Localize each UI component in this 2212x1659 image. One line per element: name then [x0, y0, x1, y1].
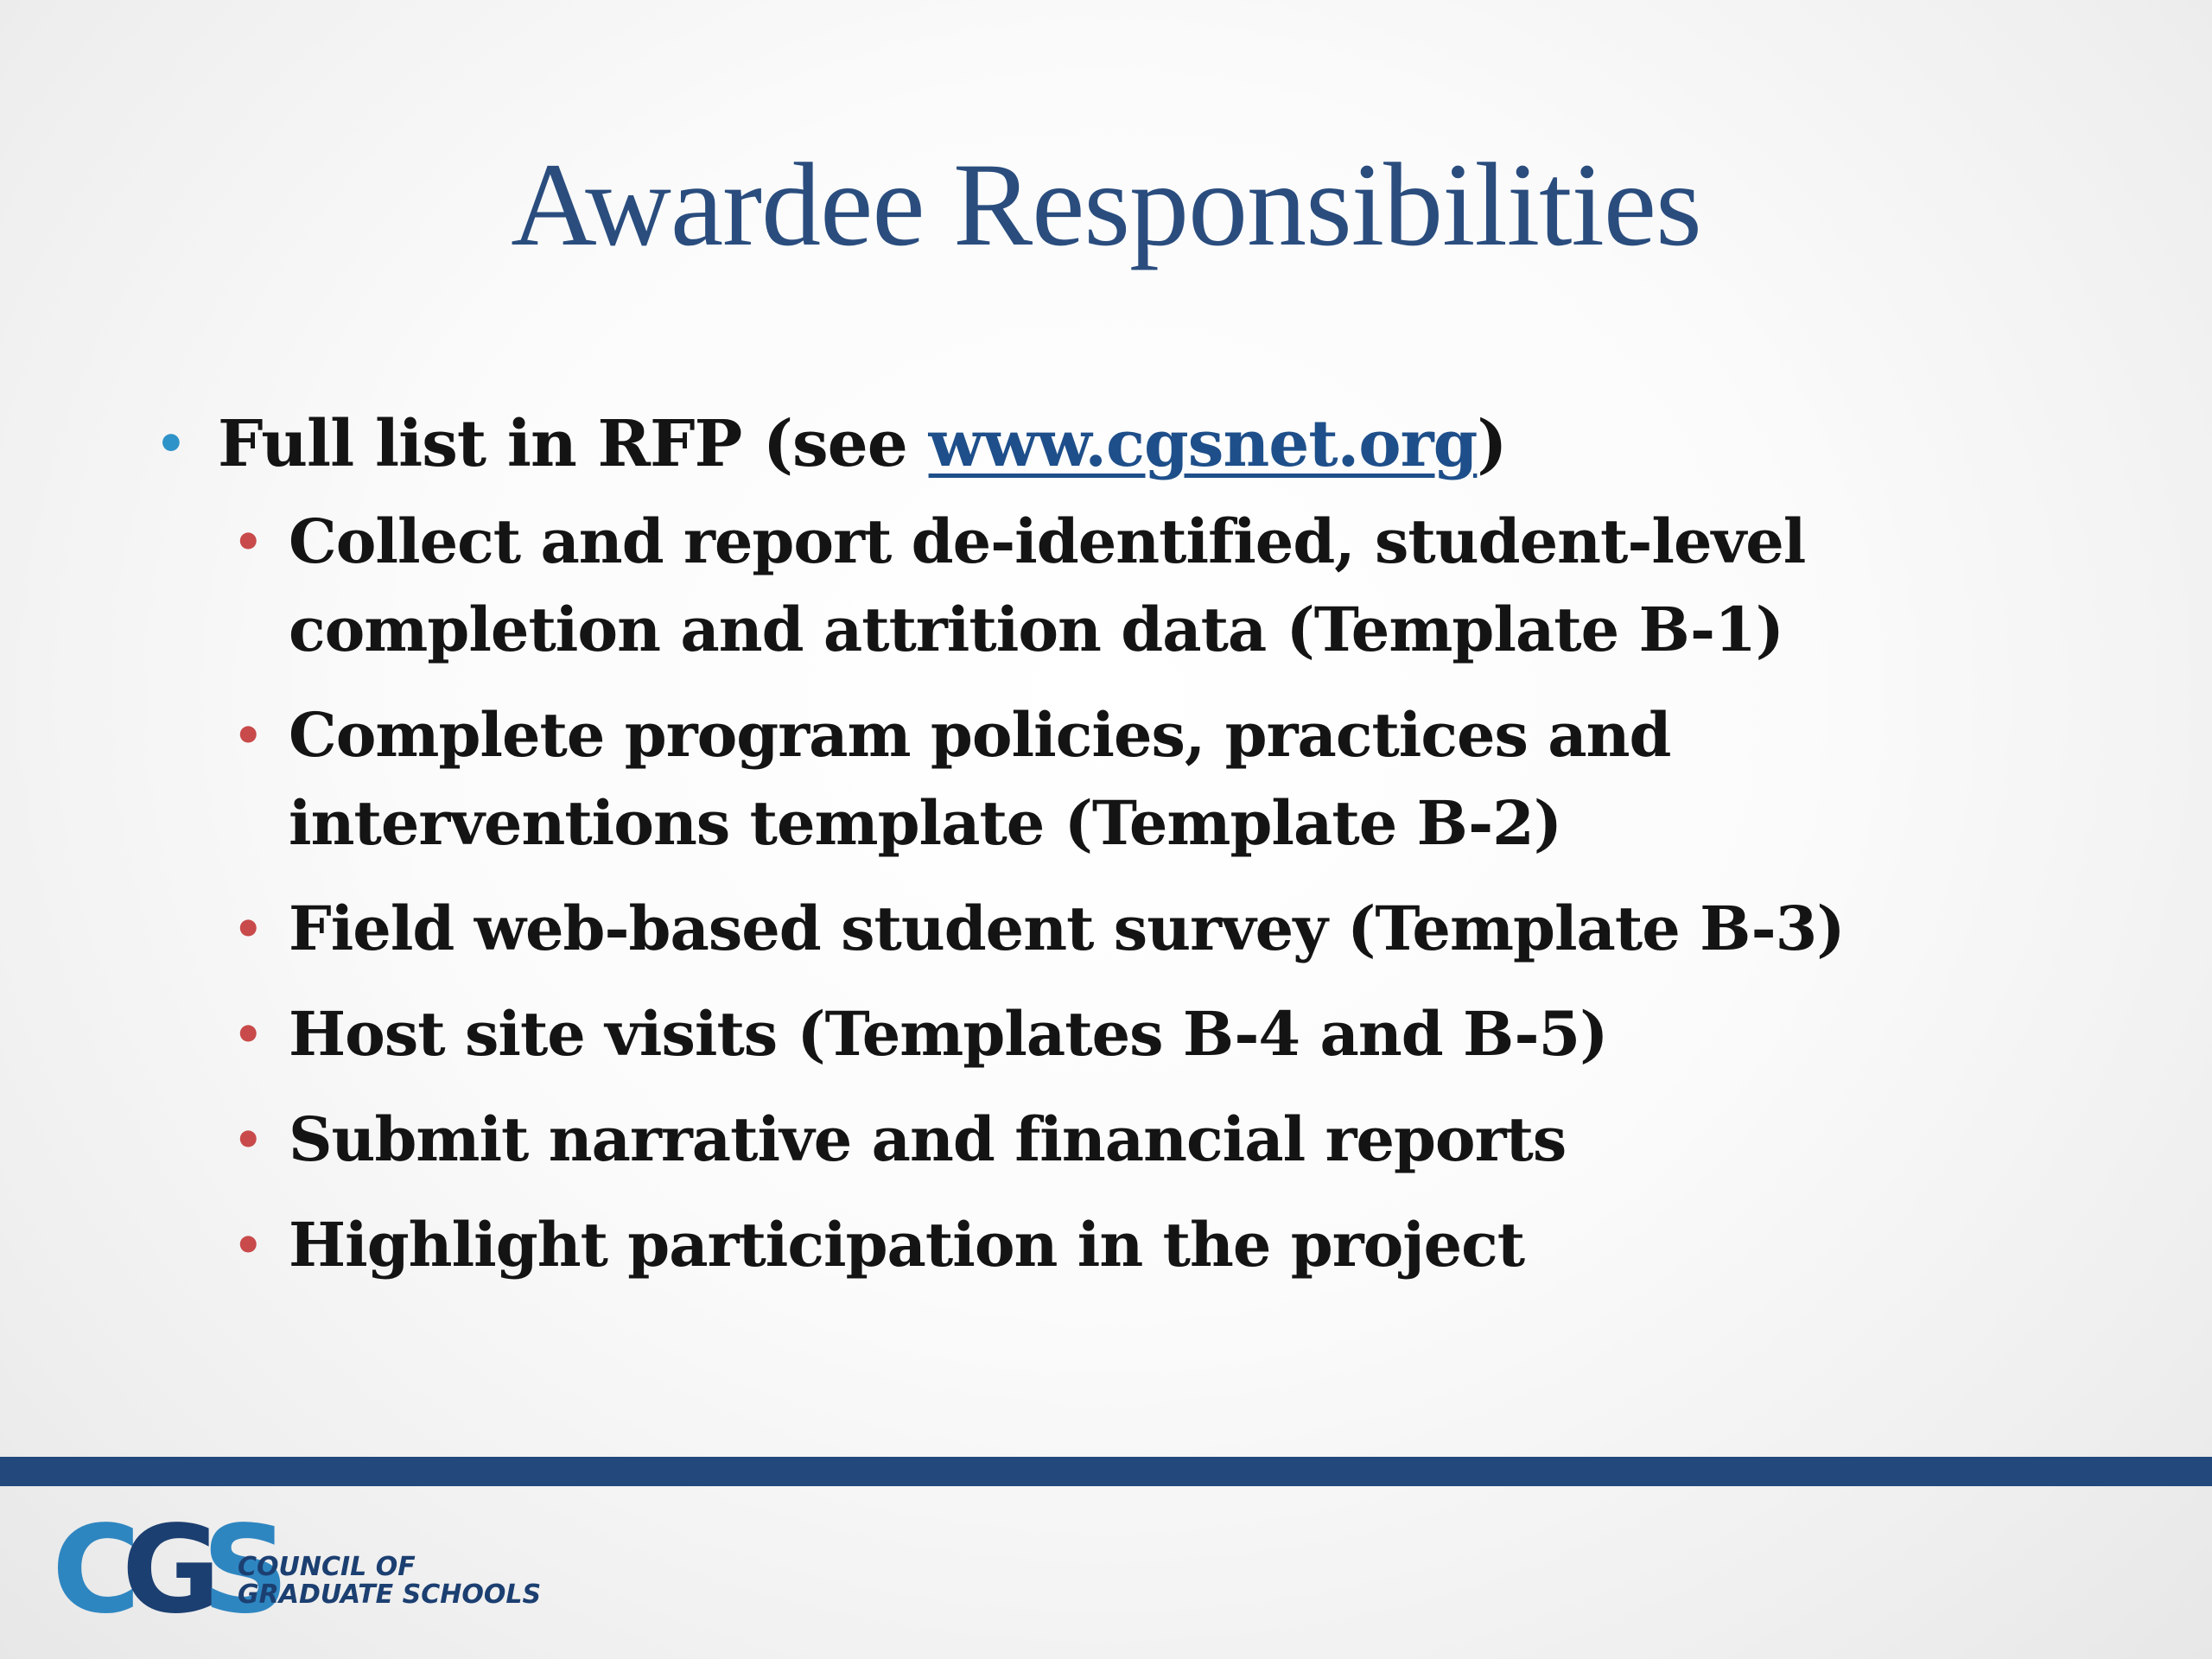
bullet-dot-icon: •: [156, 416, 186, 473]
bullet-dot-icon: •: [233, 1007, 263, 1062]
footer-bar: [0, 1457, 2212, 1486]
bullet-sub-text: Collect and report de-identified, student-level completion and attrition data (Template B-1): [289, 505, 1806, 665]
bullet-sub-item: [156, 1201, 2100, 1289]
cgsnet-link[interactable]: www.cgsnet.org: [928, 407, 1478, 481]
cgs-logo-text: [238, 1554, 541, 1609]
bullet-sub-text: Highlight participation in the project: [289, 1209, 1525, 1281]
logo-line-1: COUNCIL OF: [238, 1552, 416, 1582]
bullet-sub-text: Field web-based student survey (Template B-3): [289, 893, 1845, 964]
bullet-dot-icon: •: [233, 901, 263, 957]
logo-line-2: GRADUATE SCHOOLS: [238, 1580, 542, 1610]
bullet-sub-text: Submit narrative and financial reports: [289, 1103, 1567, 1175]
bullet-sub-item: [156, 990, 2100, 1078]
bullet-dot-icon: •: [233, 1112, 263, 1167]
bullet-main: [156, 399, 2100, 489]
bullet-sub-text: Host site visits (Templates B-4 and B-5): [289, 998, 1608, 1070]
bullet-sub-text: Complete program policies, practices and interventions template (Template B-2): [289, 699, 1671, 859]
bullet-dot-icon: •: [233, 514, 263, 569]
bullet-list: [156, 399, 2100, 1306]
bullet-sub-item: [156, 691, 2100, 868]
cgs-logo: [52, 1500, 605, 1641]
bullet-main-suffix: ): [1477, 407, 1507, 481]
bullet-dot-icon: •: [233, 1217, 263, 1273]
bullet-main-prefix: Full list in RFP (see: [218, 407, 929, 481]
cgs-logo-mark: CGS: [52, 1500, 270, 1641]
bullet-sub-item: [156, 885, 2100, 973]
bullet-sub-item: [156, 1096, 2100, 1184]
slide-title: Awardee Responsibilities: [511, 138, 1701, 270]
bullet-sub-item: [156, 498, 2100, 674]
bullet-dot-icon: •: [233, 708, 263, 763]
